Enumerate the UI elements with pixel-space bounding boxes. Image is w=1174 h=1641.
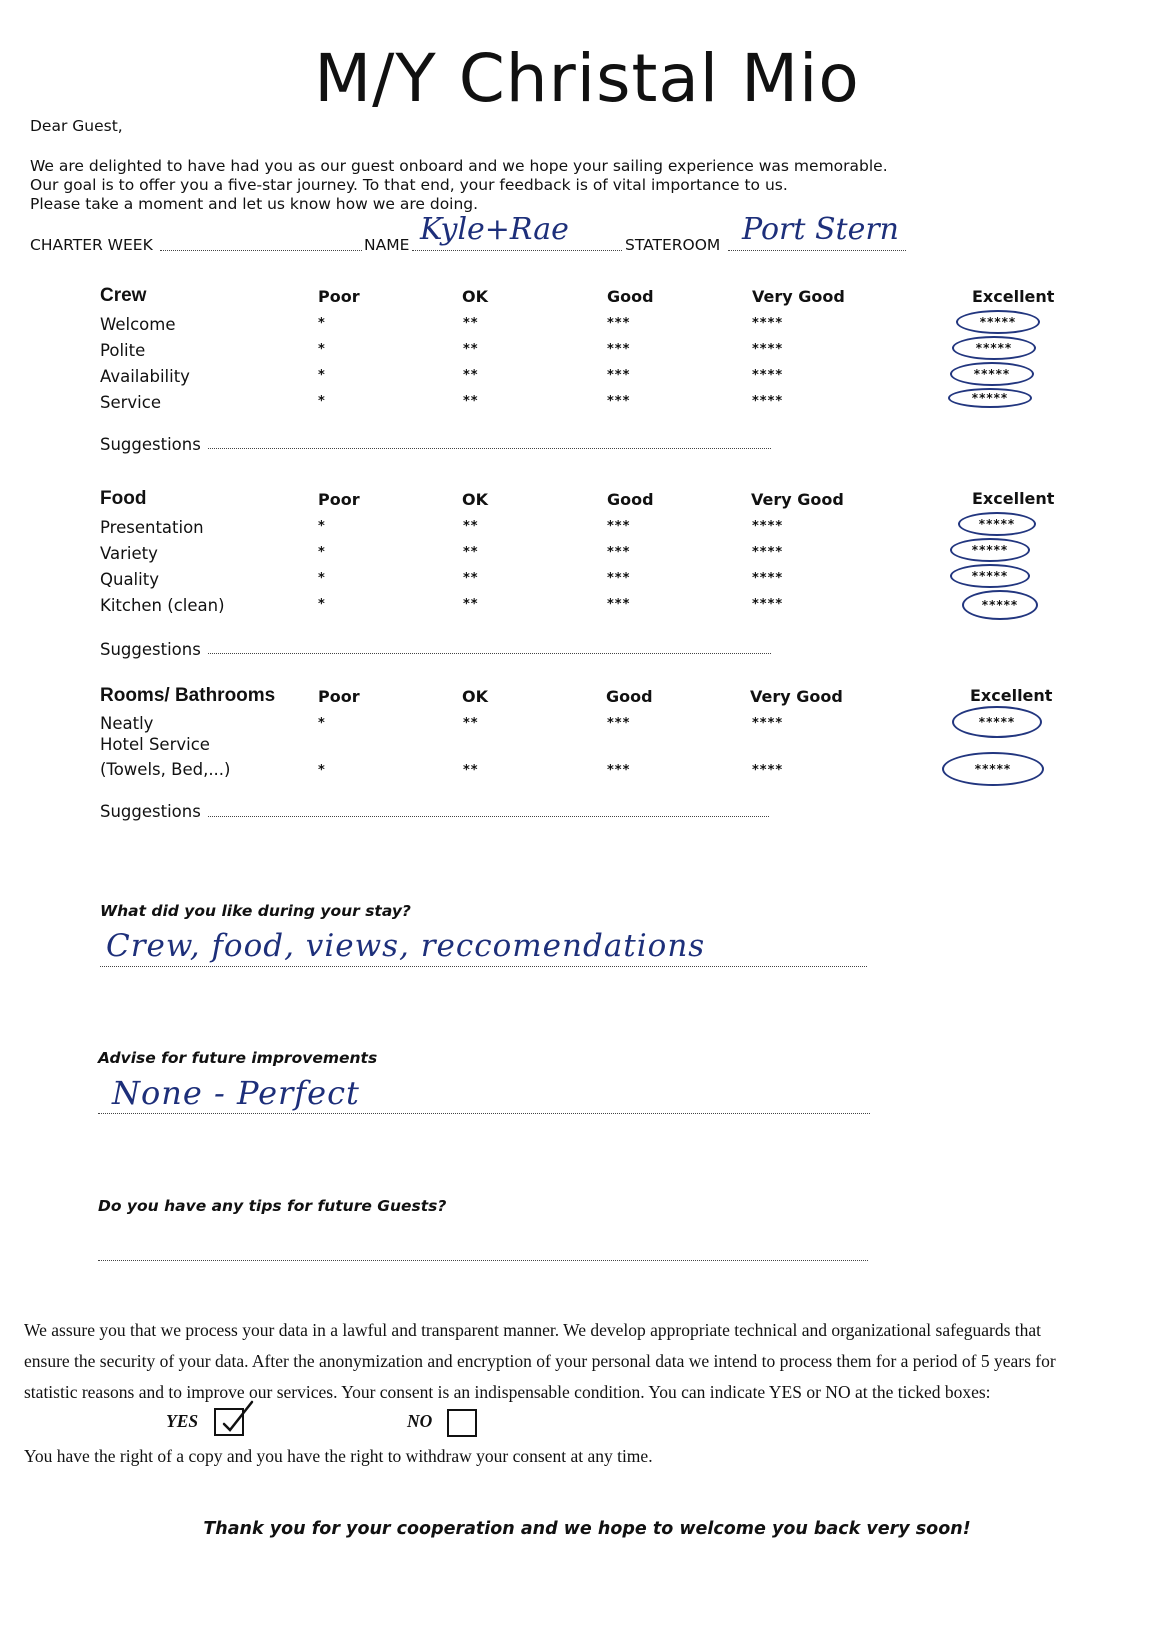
col-good: Good [607, 490, 654, 509]
crew-item-polite: Polite [100, 341, 146, 360]
liked-question: What did you like during your stay? [100, 902, 411, 920]
check-mark-icon [218, 1400, 258, 1434]
rating-poor[interactable]: * [318, 716, 326, 731]
col-very-good: Very Good [750, 687, 843, 706]
col-poor: Poor [318, 490, 360, 509]
rating-ok[interactable]: ** [463, 716, 479, 731]
food-suggestions-field[interactable] [208, 653, 771, 654]
rooms-section-title: Rooms/ Bathrooms [100, 685, 276, 706]
rating-poor[interactable]: * [318, 342, 326, 357]
col-very-good: Very Good [752, 287, 845, 306]
consent-line-1: We assure you that we process your data in a lawful and transparent manner. We develop appropriate technical and organizational safeguards that [24, 1320, 1041, 1340]
name-field[interactable]: Kyle+Rae [420, 212, 569, 247]
rating-very-good[interactable]: **** [752, 545, 784, 560]
consent-rights: You have the right of a copy and you have the right to withdraw your consent at any time. [24, 1446, 653, 1466]
col-ok: OK [462, 287, 488, 306]
rooms-suggestions-field[interactable] [208, 816, 769, 817]
stateroom-field[interactable]: Port Stern [742, 212, 899, 247]
rating-excellent-selected[interactable] [950, 362, 1034, 386]
intro-line-2: Our goal is to offer you a five-star journey. To that end, your feedback is of vital importance to us. [30, 176, 788, 194]
rating-excellent: ***** [971, 569, 1009, 583]
food-item-presentation: Presentation [100, 518, 204, 537]
greeting: Dear Guest, [30, 117, 123, 135]
rating-very-good[interactable]: **** [752, 342, 784, 357]
liked-answer[interactable]: Crew, food, views, reccomendations [106, 928, 706, 964]
tips-question: Do you have any tips for future Guests? [98, 1197, 447, 1215]
col-good: Good [606, 687, 653, 706]
rating-good[interactable]: *** [607, 368, 631, 383]
rating-poor[interactable]: * [318, 763, 326, 778]
col-poor: Poor [318, 687, 360, 706]
rating-excellent: ***** [981, 598, 1019, 612]
rating-very-good[interactable]: **** [752, 368, 784, 383]
rating-good[interactable]: *** [607, 519, 631, 534]
name-field-line [412, 250, 622, 251]
stateroom-label: STATEROOM [625, 236, 721, 254]
thank-you-message: Thank you for your cooperation and we hope to welcome you back very soon! [203, 1519, 971, 1539]
col-good: Good [607, 287, 654, 306]
rating-poor[interactable]: * [318, 394, 326, 409]
col-excellent: Excellent [972, 287, 1055, 306]
rating-excellent: ***** [973, 367, 1011, 381]
rating-poor[interactable]: * [318, 519, 326, 534]
rating-excellent-selected[interactable] [952, 336, 1036, 360]
rating-poor[interactable]: * [318, 571, 326, 586]
rating-ok[interactable]: ** [463, 342, 479, 357]
rating-ok[interactable]: ** [463, 519, 479, 534]
stateroom-field-line [728, 250, 906, 251]
rating-excellent: ***** [978, 517, 1016, 531]
rating-good[interactable]: *** [607, 342, 631, 357]
rating-ok[interactable]: ** [463, 545, 479, 560]
rating-excellent: ***** [971, 543, 1009, 557]
rooms-item-hotel-service-detail: (Towels, Bed,...) [100, 760, 231, 779]
crew-item-welcome: Welcome [100, 315, 176, 334]
rating-excellent: ***** [979, 315, 1017, 329]
rating-good[interactable]: *** [607, 394, 631, 409]
crew-section-title: Crew [100, 285, 147, 306]
name-label: NAME [364, 236, 410, 254]
rating-very-good[interactable]: **** [752, 597, 784, 612]
rating-poor[interactable]: * [318, 368, 326, 383]
rating-ok[interactable]: ** [463, 571, 479, 586]
rating-excellent-selected[interactable] [950, 538, 1030, 562]
crew-item-service: Service [100, 393, 161, 412]
rating-poor[interactable]: * [318, 316, 326, 331]
crew-item-availability: Availability [100, 367, 190, 386]
page-title: M/Y Christal Mio [314, 40, 860, 117]
rating-excellent: ***** [978, 715, 1016, 729]
yes-label: YES [166, 1411, 199, 1431]
rating-very-good[interactable]: **** [752, 394, 784, 409]
col-very-good: Very Good [751, 490, 844, 509]
rating-good[interactable]: *** [607, 763, 631, 778]
charter-week-field[interactable] [160, 250, 362, 251]
rating-ok[interactable]: ** [463, 394, 479, 409]
col-poor: Poor [318, 287, 360, 306]
col-ok: OK [462, 687, 488, 706]
advise-answer-line [98, 1113, 870, 1114]
food-section-title: Food [100, 488, 147, 509]
crew-suggestions-field[interactable] [208, 448, 771, 449]
rating-excellent-selected[interactable] [952, 706, 1042, 738]
col-ok: OK [462, 490, 488, 509]
rating-excellent-selected[interactable] [962, 590, 1038, 620]
food-item-kitchen: Kitchen (clean) [100, 596, 225, 615]
intro-line-1: We are delighted to have had you as our guest onboard and we hope your sailing experience was memorable. [30, 157, 888, 175]
rating-excellent: ***** [975, 341, 1013, 355]
col-excellent: Excellent [972, 489, 1055, 508]
rating-excellent-selected[interactable] [942, 752, 1044, 786]
rooms-suggestions-label: Suggestions [100, 802, 201, 821]
rating-ok[interactable]: ** [463, 316, 479, 331]
advise-answer[interactable]: None - Perfect [112, 1074, 360, 1112]
no-checkbox[interactable] [447, 1409, 477, 1437]
charter-week-label: CHARTER WEEK [30, 236, 153, 254]
rooms-item-neatly: Neatly [100, 714, 154, 733]
rating-very-good[interactable]: **** [752, 763, 784, 778]
rating-poor[interactable]: * [318, 545, 326, 560]
col-excellent: Excellent [970, 686, 1053, 705]
crew-suggestions-label: Suggestions [100, 435, 201, 454]
rating-excellent-selected[interactable] [950, 564, 1030, 588]
rating-good[interactable]: *** [607, 545, 631, 560]
rating-excellent: ***** [974, 762, 1012, 776]
rating-good[interactable]: *** [607, 716, 631, 731]
rating-very-good[interactable]: **** [752, 519, 784, 534]
food-item-variety: Variety [100, 544, 158, 563]
rating-ok[interactable]: ** [463, 368, 479, 383]
rating-excellent-selected[interactable] [956, 310, 1040, 334]
liked-answer-line [100, 966, 867, 967]
rating-excellent: ***** [971, 391, 1009, 405]
yes-checkbox[interactable] [214, 1408, 244, 1436]
rating-very-good[interactable]: **** [752, 316, 784, 331]
intro-line-3: Please take a moment and let us know how we are doing. [30, 195, 479, 213]
food-suggestions-label: Suggestions [100, 640, 201, 659]
rating-poor[interactable]: * [318, 597, 326, 612]
rating-good[interactable]: *** [607, 316, 631, 331]
consent-line-3: statistic reasons and to improve our services. Your consent is an indispensable condition. You can indicate YES or NO at the ticked boxes: [24, 1382, 991, 1402]
rating-very-good[interactable]: **** [752, 571, 784, 586]
no-label: NO [407, 1411, 433, 1431]
rating-excellent-selected[interactable] [958, 512, 1036, 536]
tips-answer-field[interactable] [98, 1260, 868, 1261]
rating-good[interactable]: *** [607, 571, 631, 586]
consent-line-2: ensure the security of your data. After the anonymization and encryption of your personal data we intend to process them for a period of 5 years for [24, 1351, 1056, 1371]
food-item-quality: Quality [100, 570, 159, 589]
rating-good[interactable]: *** [607, 597, 631, 612]
rating-very-good[interactable]: **** [752, 716, 784, 731]
rooms-item-hotel-service: Hotel Service [100, 735, 210, 754]
rating-ok[interactable]: ** [463, 597, 479, 612]
rating-excellent-selected[interactable] [948, 388, 1032, 408]
rating-ok[interactable]: ** [463, 763, 479, 778]
advise-question: Advise for future improvements [98, 1049, 378, 1067]
